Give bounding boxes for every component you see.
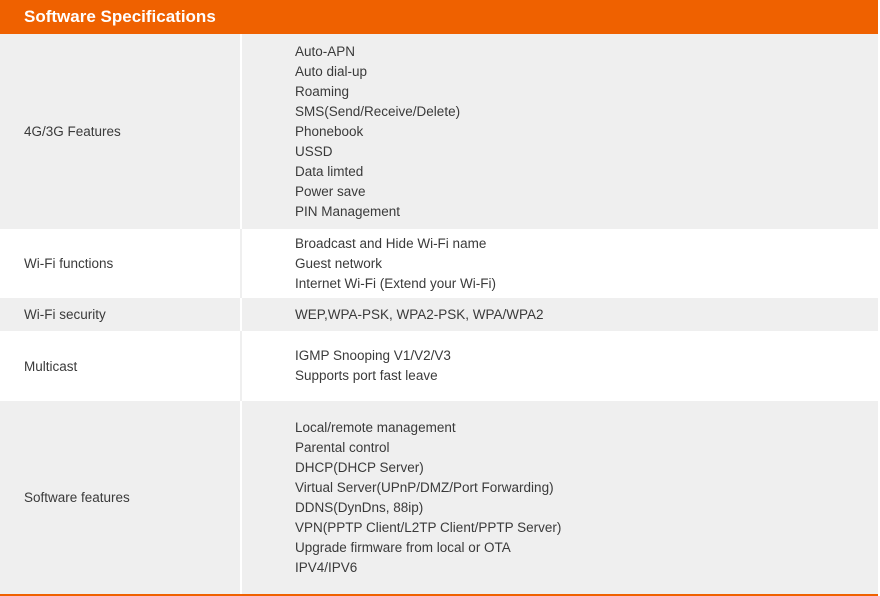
spec-label: Wi-Fi functions [24,256,114,271]
spec-value: Upgrade firmware from local or OTA [295,539,511,555]
spec-value: Parental control [295,439,390,455]
spec-value: DHCP(DHCP Server) [295,459,424,475]
spec-values [242,34,878,229]
spec-value: SMS(Send/Receive/Delete) [295,103,461,119]
table-title: Software Specifications [0,0,878,34]
spec-value: Roaming [295,83,350,99]
spec-value: VPN(PPTP Client/L2TP Client/PPTP Server) [295,519,562,535]
spec-value: Data limted [295,163,364,179]
spec-label: Software features [24,490,130,505]
spec-value: WEP,WPA-PSK, WPA2-PSK, WPA/WPA2 [295,306,544,322]
spec-label: 4G/3G Features [24,124,121,139]
spec-value: IPV4/IPV6 [295,559,358,575]
spec-values [242,401,878,594]
spec-value: USSD [295,143,333,159]
spec-value: Local/remote management [295,419,456,435]
spec-value: Phonebook [295,123,364,139]
spec-value: Auto dial-up [295,63,368,79]
spec-row-wifi-functions [0,229,878,298]
spec-values [242,331,878,401]
spec-row-wifi-security [0,298,878,331]
spec-value: Broadcast and Hide Wi-Fi name [295,235,487,251]
spec-value: PIN Management [295,203,401,219]
spec-value: Supports port fast leave [295,368,438,383]
spec-label: Wi-Fi security [24,307,106,322]
spec-label: Multicast [24,358,78,374]
spec-value: Guest network [295,255,383,271]
spec-row-software-features [0,401,878,594]
spec-value: Auto-APN [295,43,356,59]
spec-value: DDNS(DynDns, 88ip) [295,499,424,515]
spec-values [242,298,878,331]
spec-value: Internet Wi-Fi (Extend your Wi-Fi) [295,275,497,291]
spec-value: Power save [295,183,366,199]
spec-value: IGMP Snooping V1/V2/V3 [295,348,451,363]
spec-value: Virtual Server(UPnP/DMZ/Port Forwarding) [295,479,554,495]
spec-values [242,229,878,298]
spec-row-4g-3g-features [0,34,878,229]
spec-row-multicast [0,331,878,401]
